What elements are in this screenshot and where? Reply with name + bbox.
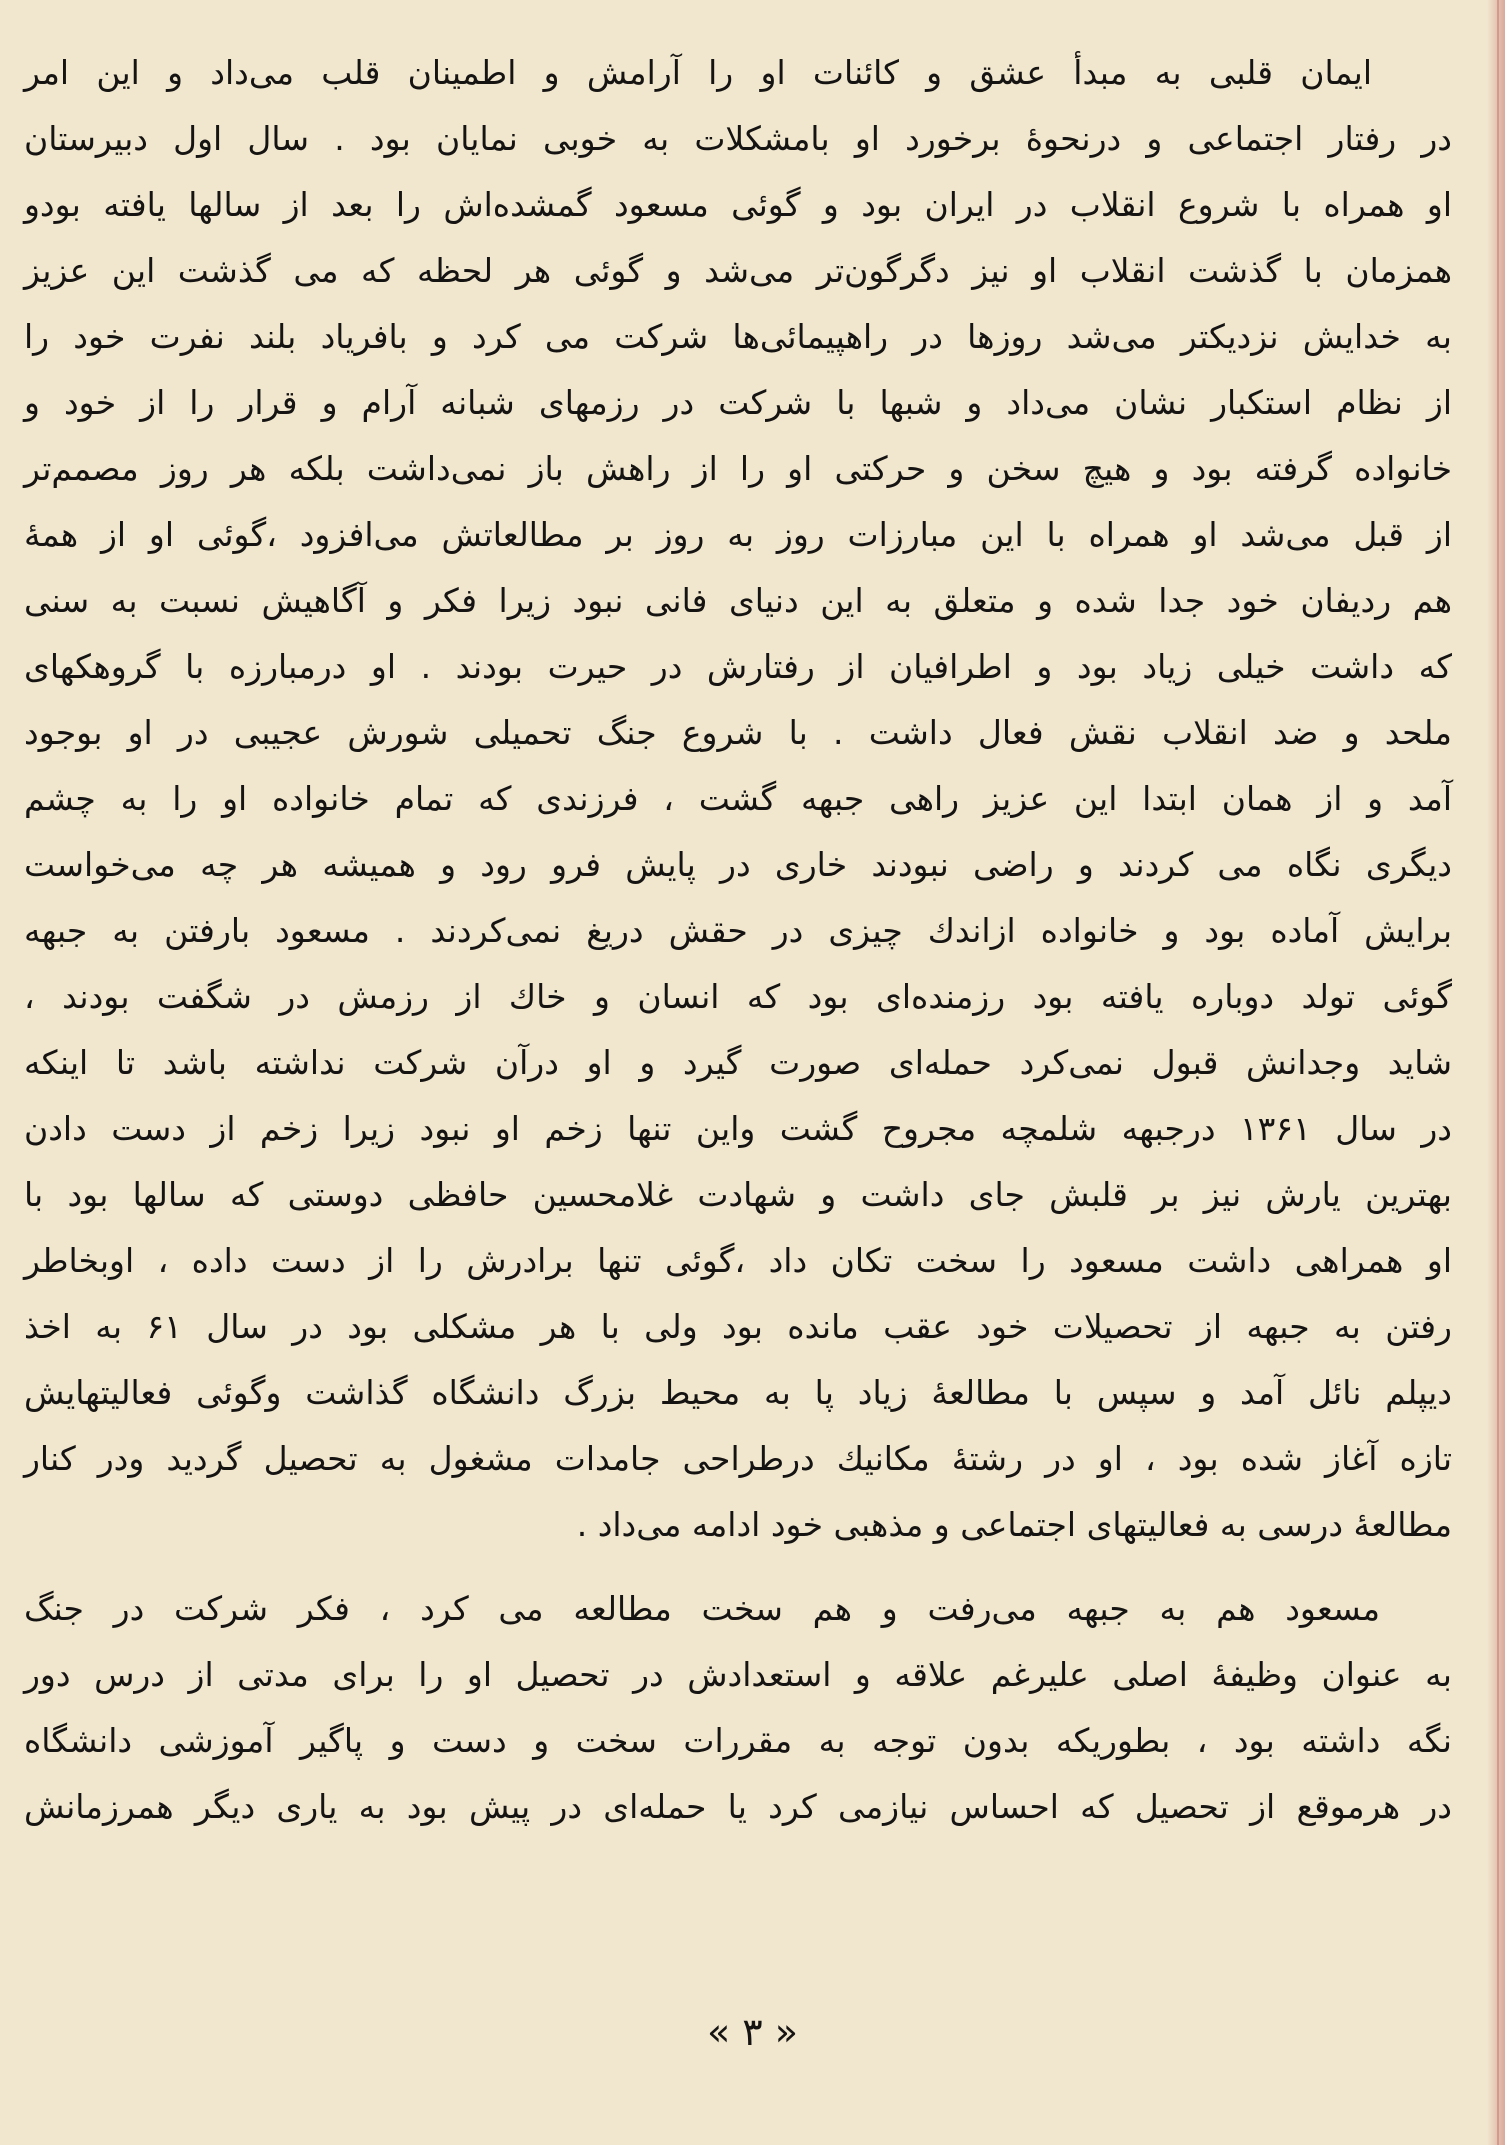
text-line: در هرموقع از تحصیل که احساس نیازمی کرد یا حمله‌ای در پیش بود به یاری دیگر همرزمانش bbox=[24, 1787, 1452, 1826]
text-line: رفتن به جبهه از تحصیلات خود عقب مانده بود ولی با هر مشکلی بود در سال ۶۱ به اخذ bbox=[24, 1307, 1452, 1346]
text-line: تازه آغاز شده بود ، او در رشتهٔ مکانیك درطراحی جامدات مشغول به تحصیل گردید ودر کنار bbox=[24, 1439, 1452, 1478]
text-line: به خدایش نزدیکتر می‌شد روزها در راهپیمائی‌ها شرکت می کرد و بافریاد بلند نفرت خود را bbox=[24, 317, 1452, 356]
text-line: آمد و از همان ابتدا این عزیز راهی جبهه گشت ، فرزندی که تمام خانواده او را به چشم bbox=[24, 779, 1452, 818]
paragraph-2 bbox=[24, 1576, 1452, 1840]
text-line: بهترین یارش نیز بر قلبش جای داشت و شهادت غلامحسین حافظی دوستی که سالها بود با bbox=[24, 1175, 1452, 1214]
page-edge-line bbox=[1497, 0, 1499, 2145]
text-line: در رفتار اجتماعی و درنحوهٔ برخورد او بامشکلات به خوبی نمایان بود . سال اول دبیرستان bbox=[24, 119, 1452, 158]
text-line: هم ردیفان خود جدا شده و متعلق به این دنیای فانی نبود زیرا فکر و آگاهیش نسبت به سنی bbox=[24, 581, 1452, 620]
text-line: همزمان با گذشت انقلاب او نیز دگرگون‌تر می‌شد و گوئی هر لحظه که می گذشت این عزیز bbox=[24, 251, 1452, 290]
paragraph-gap bbox=[24, 1558, 1452, 1576]
text-line: دیگری نگاه می کردند و راضی نبودند خاری در پایش فرو رود و همیشه هر چه می‌خواست bbox=[24, 845, 1452, 884]
page-edge-shadow bbox=[1487, 0, 1505, 2145]
text-line: نگه داشته بود ، بطوریکه بدون توجه به مقررات سخت و دست و پاگیر آموزشی دانشگاه bbox=[24, 1721, 1452, 1760]
text-line: که داشت خیلی زیاد بود و اطرافیان از رفتارش در حیرت بودند . او درمبارزه با گروهکهای bbox=[24, 647, 1452, 686]
text-line: در سال ۱۳۶۱ درجبهه شلمچه مجروح گشت واین تنها زخم او نبود زیرا زخم از دست دادن bbox=[24, 1109, 1452, 1148]
text-line: گوئی تولد دوباره یافته بود رزمنده‌ای بود که انسان و خاك از رزمش در شگفت بودند ، bbox=[24, 977, 1452, 1016]
text-line: به عنوان وظیفهٔ اصلی علیرغم علاقه و استعدادش در تحصیل او را برای مدتی از درس دور bbox=[24, 1655, 1452, 1694]
text-line: خانواده گرفته بود و هیچ سخن و حرکتی او را از راهش باز نمی‌داشت بلکه هر روز مصمم‌تر bbox=[24, 449, 1452, 488]
text-line: از قبل می‌شد او همراه با این مبارزات روز به روز بر مطالعاتش می‌افزود ،گوئی او از همهٔ bbox=[24, 515, 1452, 554]
paragraph-1 bbox=[24, 40, 1452, 1558]
text-line: او همراهی داشت مسعود را سخت تکان داد ،گوئی تنها برادرش را از دست داده ، اوبخاطر bbox=[24, 1241, 1452, 1280]
text-line: دیپلم نائل آمد و سپس با مطالعهٔ زیاد پا به محیط بزرگ دانشگاه گذاشت وگوئی فعالیتهایش bbox=[24, 1373, 1452, 1412]
text-line: ملحد و ضد انقلاب نقش فعال داشت . با شروع جنگ تحمیلی شورش عجیبی در او بوجود bbox=[24, 713, 1452, 752]
text-line: برایش آماده بود و خانواده ازاندك چیزی در حقش دریغ نمی‌کردند . مسعود بارفتن به جبهه bbox=[24, 911, 1452, 950]
text-line: شاید وجدانش قبول نمی‌کرد حمله‌ای صورت گیرد و او درآن شرکت نداشته باشد تا اینکه bbox=[24, 1043, 1452, 1082]
body-text bbox=[24, 40, 1452, 1840]
text-line: مطالعهٔ درسی به فعالیتهای اجتماعی و مذهبی خود ادامه می‌داد . bbox=[576, 1505, 1452, 1544]
text-line: ایمان قلبی به مبدأ عشق و کائنات او را آرامش و اطمینان قلب می‌داد و این امر bbox=[24, 53, 1372, 92]
page-number: « ۳ » bbox=[706, 2010, 799, 2054]
text-line: از نظام استکبار نشان می‌داد و شبها با شرکت در رزمهای شبانه آرام و قرار را از خود و bbox=[24, 383, 1452, 422]
text-line: مسعود هم به جبهه می‌رفت و هم سخت مطالعه می کرد ، فکر شرکت در جنگ bbox=[24, 1589, 1380, 1628]
text-line: او همراه با شروع انقلاب در ایران بود و گوئی مسعود گمشده‌اش را بعد از سالها یافته بودو bbox=[24, 185, 1452, 224]
